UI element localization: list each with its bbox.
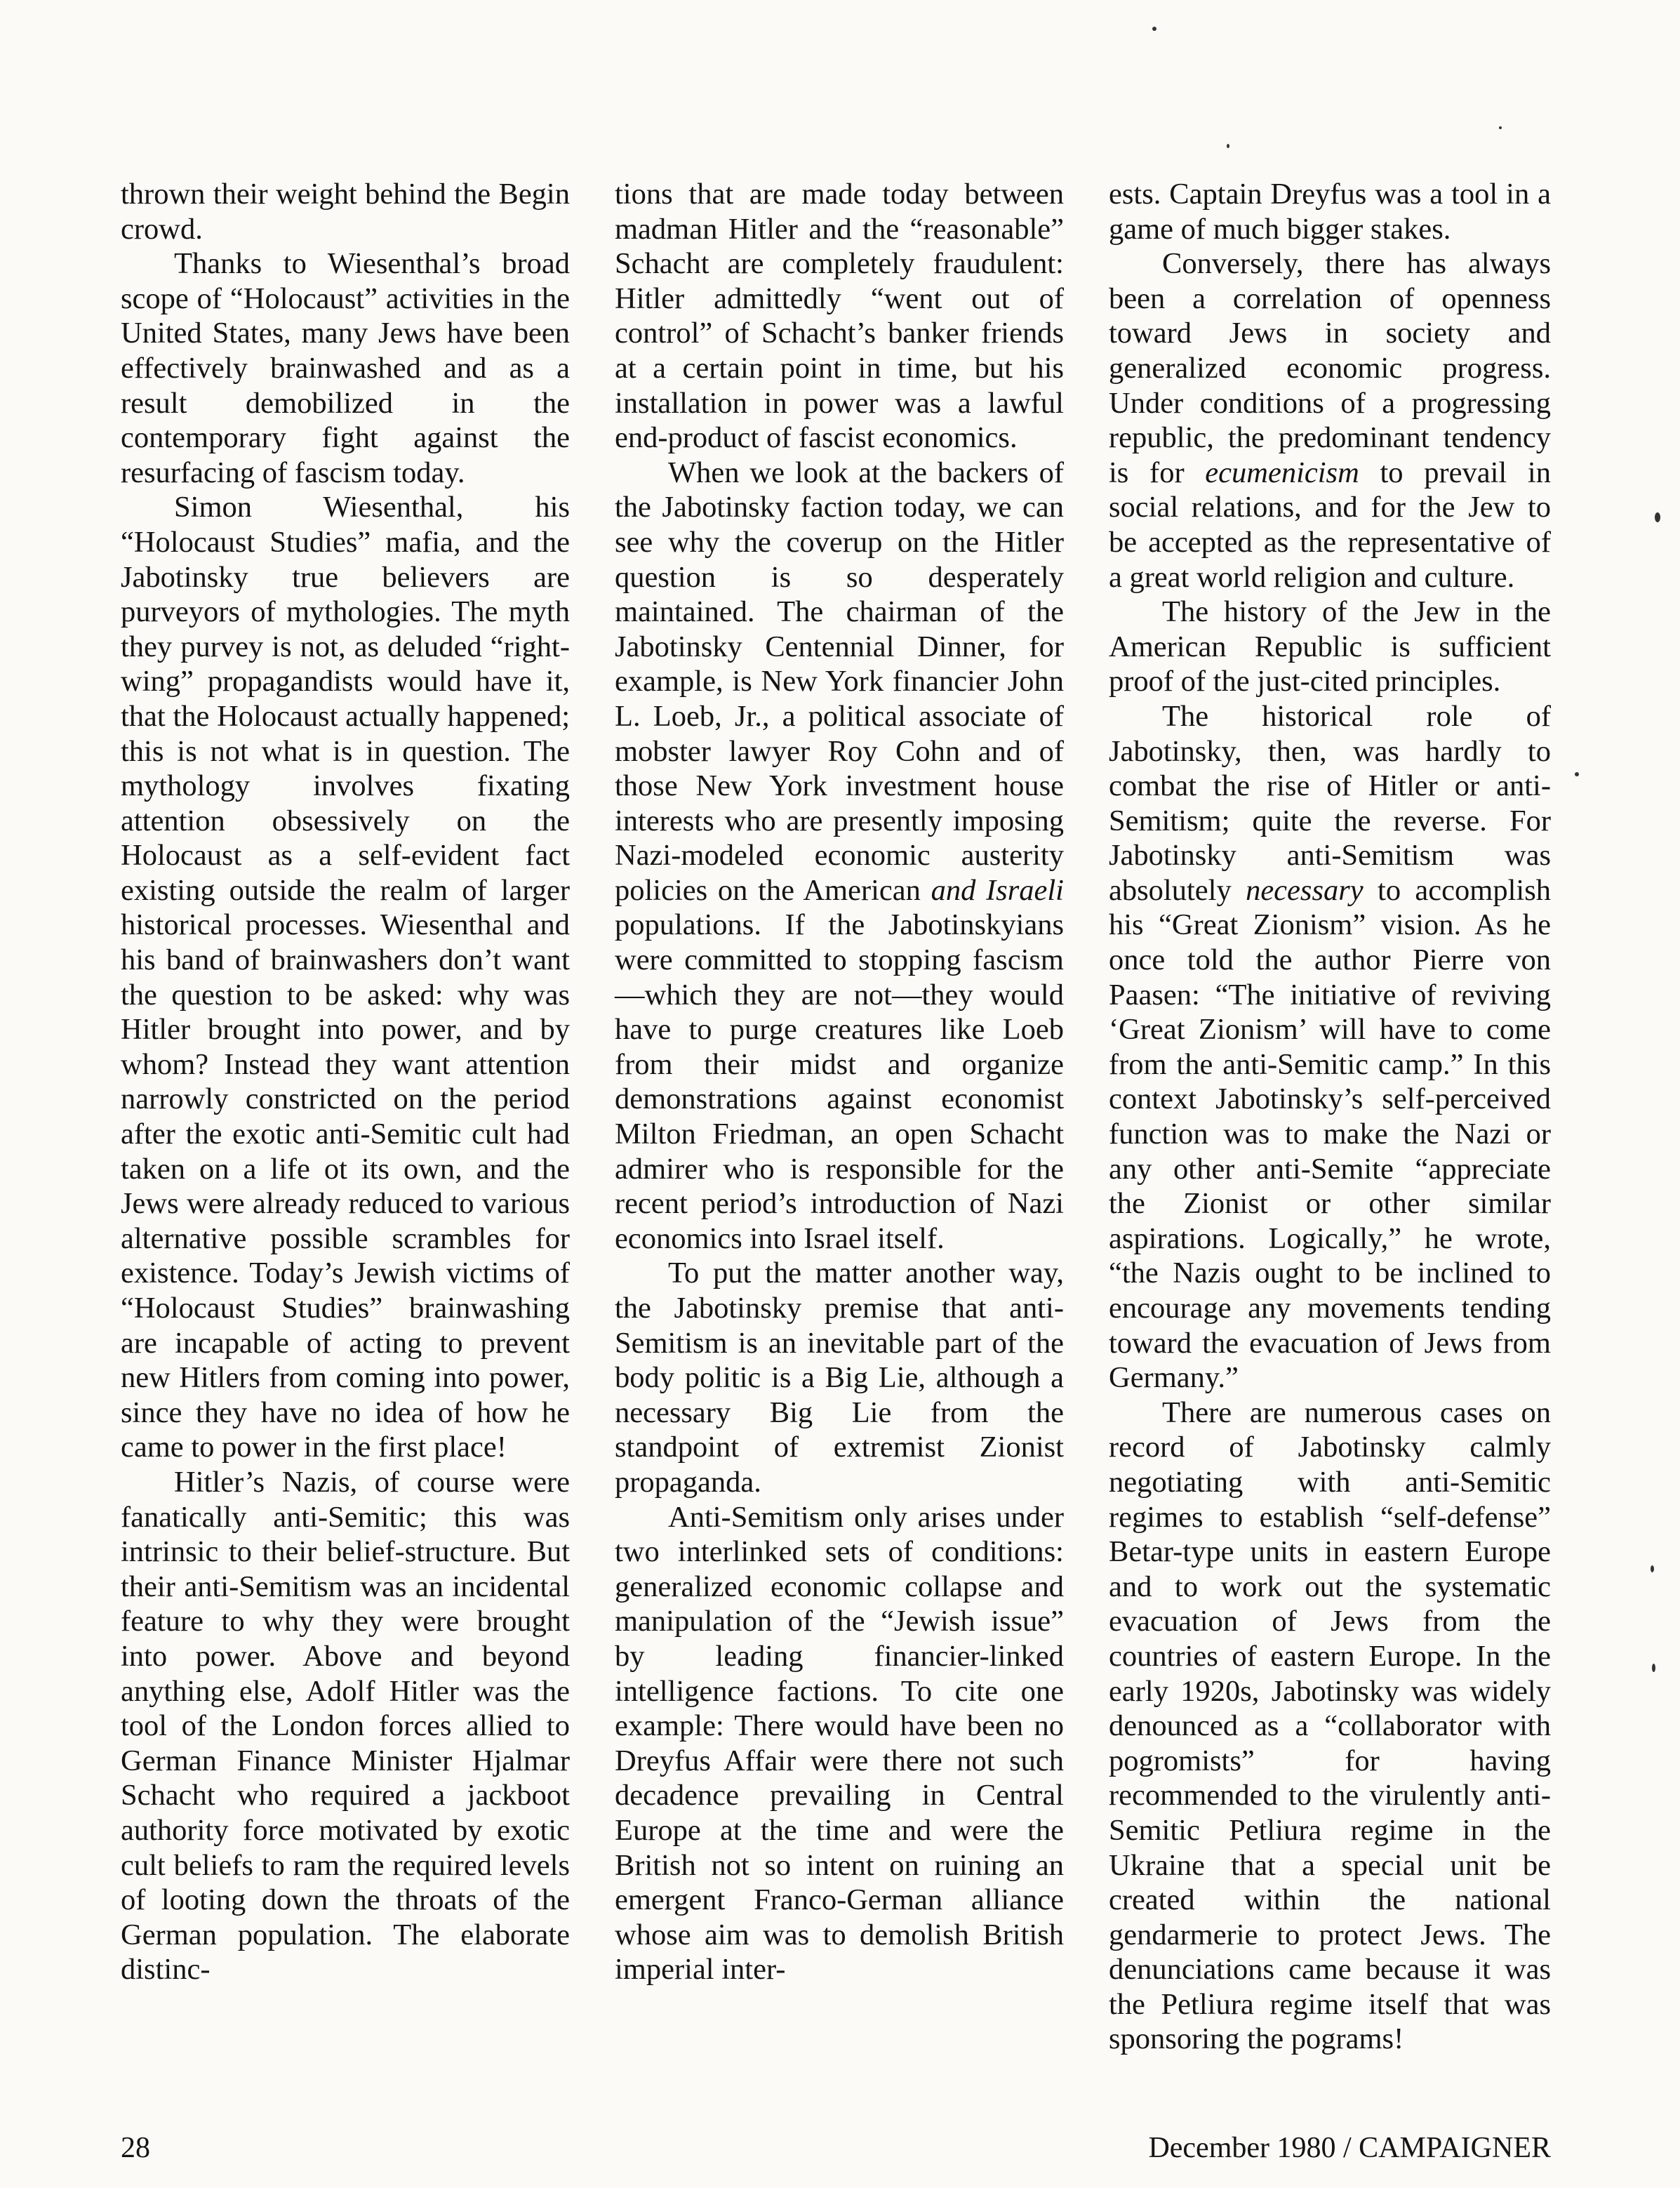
paragraph: To put the matter another way, the Jabotinsky premise that anti-Semitism is an inevitable part of the body politic is a Big Lie, although a necessary Big Lie from the standpoint of extremist Zionist propaganda. [615,1257,1064,1499]
paragraph: thrown their weight behind the Begin crowd. [121,178,570,246]
article-column-1 [121,177,570,1987]
scan-speck [1652,1664,1655,1672]
paragraph: tions that are made today between madman Hitler and the “reasonable” Schacht are completely fraudulent: Hitler admittedly “went out of control” of Schacht’s banker friends at a certain point in time, but his installation in power was a lawful end-product of fascist economics. [615,178,1064,455]
paragraph: Anti-Semitism only arises under two interlinked sets of conditions: generalized economic collapse and manipulation of the “Jewish issue” by leading financier-linked intelligence factions. To cite one example: There would have been no Dreyfus Affair were there not such decadence prevailing in Central Europe at the time and were the British not so intent on ruining an emergent Franco-German alliance whose aim was to demolish British imperial inter- [615,1500,1064,1987]
paragraph: Thanks to Wiesenthal’s broad scope of “Holocaust” activities in the United States, many Jews have been effectively brainwashed and as a result demobilized in the contemporary fight against the resurfacing of fascism today. [121,247,570,489]
paragraph: The historical role of Jabotinsky, then, was hardly to combat the rise of Hitler or anti-Semitism; quite the reverse. For Jabotinsky anti-Semitism was absolutely necessary to accomplish his “Great Zionism” vision. As he once told the author Pierre von Paasen: “The initiative of reviving ‘Great Zionism’ will have to come from the anti-Semitic camp.” In this context Jabotinsky’s self-perceived function was to make the Nazi or any other anti-Semite “appreciate the Zionist or other similar aspirations. Logically,” he wrote, “the Nazis ought to be inclined to encourage any movements tending toward the evacuation of Jews from Germany.” [1109,699,1551,1395]
scan-speck [1152,27,1156,31]
article-column-3 [1109,177,1551,2057]
paragraph: ests. Captain Dreyfus was a tool in a game of much bigger stakes. [1109,178,1551,246]
page-number: 28 [121,2132,150,2164]
scan-speck [1575,772,1579,776]
paragraph: The history of the Jew in the American Republic is sufficient proof of the just-cited principles. [1109,595,1551,698]
scan-speck [1227,144,1229,148]
paragraph: Simon Wiesenthal, his “Holocaust Studies” mafia, and the Jabotinsky true believers are purveyors of mythologies. The myth they purvey is not, as deluded “right-wing” propagandists would have it, that the Holocaust actually happened; this is not what is in question. The mythology involves fixating attention obsessively on the Holocaust as a self-evident fact existing outside the realm of larger historical processes. Wiesenthal and his band of brainwashers don’t want the question to be asked: why was Hitler brought into power, and by whom? Instead they want attention narrowly constricted on the period after the exotic anti-Semitic cult had taken on a life ot its own, and the Jews were already reduced to various alternative possible scrambles for existence. Today’s Jewish victims of “Holocaust Studies” brainwashing are incapable of acting to prevent new Hitlers from coming into power, since they have no idea of how he came to power in the first place! [121,491,570,1464]
running-footer: December 1980 / CAMPAIGNER [1148,2132,1551,2164]
paragraph: When we look at the backers of the Jabotinsky faction today, we can see why the coverup on the Hitler question is so desperately maintained. The chairman of the Jabotinsky Centennial Dinner, for example, is New York financier John L. Loeb, Jr., a political associate of mobster lawyer Roy Cohn and of those New York investment house interests who are presently imposing Nazi-modeled economic austerity policies on the American and Israeli populations. If the Jabotinskyians were committed to stopping fascism—which they are not—they would have to purge creatures like Loeb from their midst and organize demonstrations against economist Milton Friedman, an open Schacht admirer who is responsible for the recent period’s introduction of Nazi economics into Israel itself. [615,456,1064,1255]
paragraph: Hitler’s Nazis, of course were fanatically anti-Semitic; this was intrinsic to their belief-structure. But their anti-Semitism was an incidental feature to why they were brought into power. Above and beyond anything else, Adolf Hitler was the tool of the London forces allied to German Finance Minister Hjalmar Schacht who required a jackboot authority force motivated by exotic cult beliefs to ram the required levels of looting down the throats of the German population. The elaborate distinc- [121,1465,570,1987]
article-column-2 [615,177,1064,1987]
scan-speck [1655,512,1660,522]
scan-speck [1499,126,1502,129]
paragraph: Conversely, there has always been a correlation of openness toward Jews in society and generalized economic progress. Under conditions of a progressing republic, the predominant tendency is for ecumenicism to prevail in social relations, and for the Jew to be accepted as the representative of a great world religion and culture. [1109,247,1551,594]
paragraph: There are numerous cases on record of Jabotinsky calmly negotiating with anti-Semitic regimes to establish “self-defense” Betar-type units in eastern Europe and to work out the systematic evacuation of Jews from the countries of eastern Europe. In the early 1920s, Jabotinsky was widely denounced as a “collaborator with pogromists” for having recommended to the virulently anti-Semitic Petliura regime in the Ukraine that a special unit be created within the national gendarmerie to protect Jews. The denunciations came because it was the Petliura regime itself that was sponsoring the pograms! [1109,1395,1551,2056]
scan-speck [1651,1565,1654,1572]
